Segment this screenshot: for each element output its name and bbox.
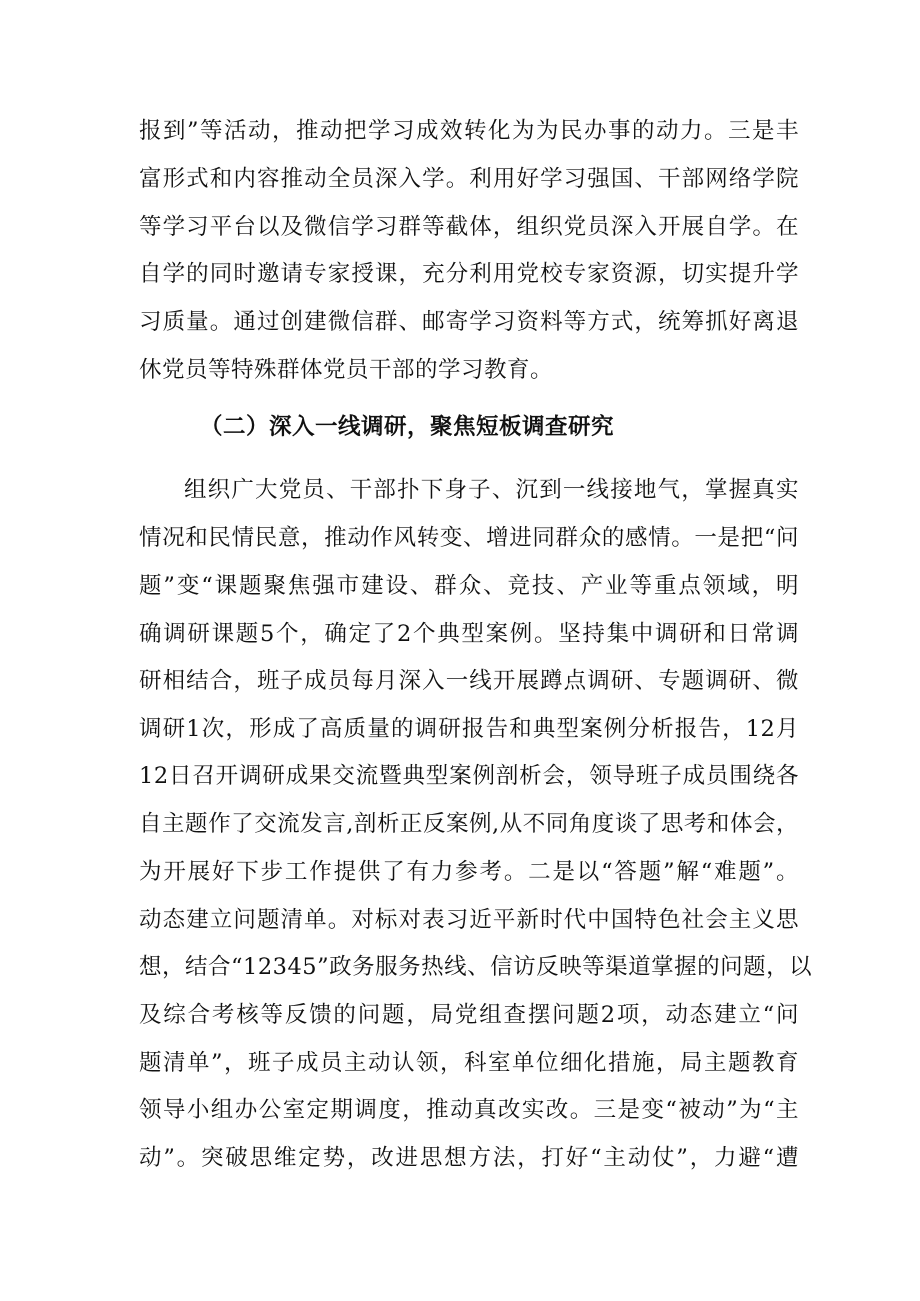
paragraph1-line-4: 自学的同时邀请专家授课，充分利用党校专家资源，切实提升学 [139, 261, 799, 287]
paragraph2-line-4: 确调研课题5个，确定了2个典型案例。坚持集中调研和日常调 [139, 621, 799, 647]
paragraph1-line-2: 富形式和内容推动全员深入学。利用好学习强国、干部网络学院 [139, 166, 799, 192]
paragraph2-line-14: 领导小组办公室定期调度，推动真改实改。三是变“被动”为“主 [139, 1097, 799, 1123]
paragraph1-line-1: 报到”等活动，推动把学习成效转化为为民办事的动力。三是丰 [139, 118, 799, 144]
paragraph2-line-15: 动”。突破思维定势，改进思想方法，打好“主动仗”，力避“遭 [139, 1145, 799, 1171]
paragraph2-line-5: 研相结合，班子成员每月深入一线开展蹲点调研、专题调研、微 [139, 668, 799, 694]
paragraph1-line-5: 习质量。通过创建微信群、邮寄学习资料等方式，统筹抓好离退 [139, 309, 799, 335]
paragraph2-line-10: 动态建立问题清单。对标对表习近平新时代中国特色社会主义思 [139, 907, 799, 933]
paragraph2-line-1: 组织广大党员、干部扑下身子、沉到一线接地气，掌握真实 [184, 477, 799, 503]
paragraph2-line-6: 调研1次，形成了高质量的调研报告和典型案例分析报告，12月 [139, 716, 799, 742]
paragraph2-line-13: 题清单”，班子成员主动认领，科室单位细化措施，局主题教育 [139, 1050, 799, 1076]
paragraph2-line-9: 为开展好下步工作提供了有力参考。二是以“答题”解“难题”。 [139, 859, 799, 885]
paragraph2-line-8: 自主题作了交流发言,剖析正反案例,从不同角度谈了思考和体会， [139, 811, 799, 837]
paragraph2-line-3: 题”变“课题聚焦强市建设、群众、竞技、产业等重点领域，明 [139, 573, 799, 599]
paragraph2-line-2: 情况和民情民意，推动作风转变、增进同群众的感情。一是把“问 [139, 525, 799, 551]
paragraph2-line-7: 12日召开调研成果交流暨典型案例剖析会，领导班子成员围绕各 [139, 763, 799, 789]
paragraph2-line-12: 及综合考核等反馈的问题，局党组查摆问题2项，动态建立“问 [139, 1002, 799, 1028]
paragraph1-line-6: 休党员等特殊群体党员干部的学习教育。 [139, 357, 554, 383]
paragraph2-line-11: 想，结合“12345”政务服务热线、信访反映等渠道掌握的问题，以 [139, 954, 813, 980]
section-heading: （二）深入一线调研，聚焦短板调查研究 [200, 414, 615, 440]
paragraph1-line-3: 等学习平台以及微信学习群等截体，组织党员深入开展自学。在 [139, 214, 799, 240]
